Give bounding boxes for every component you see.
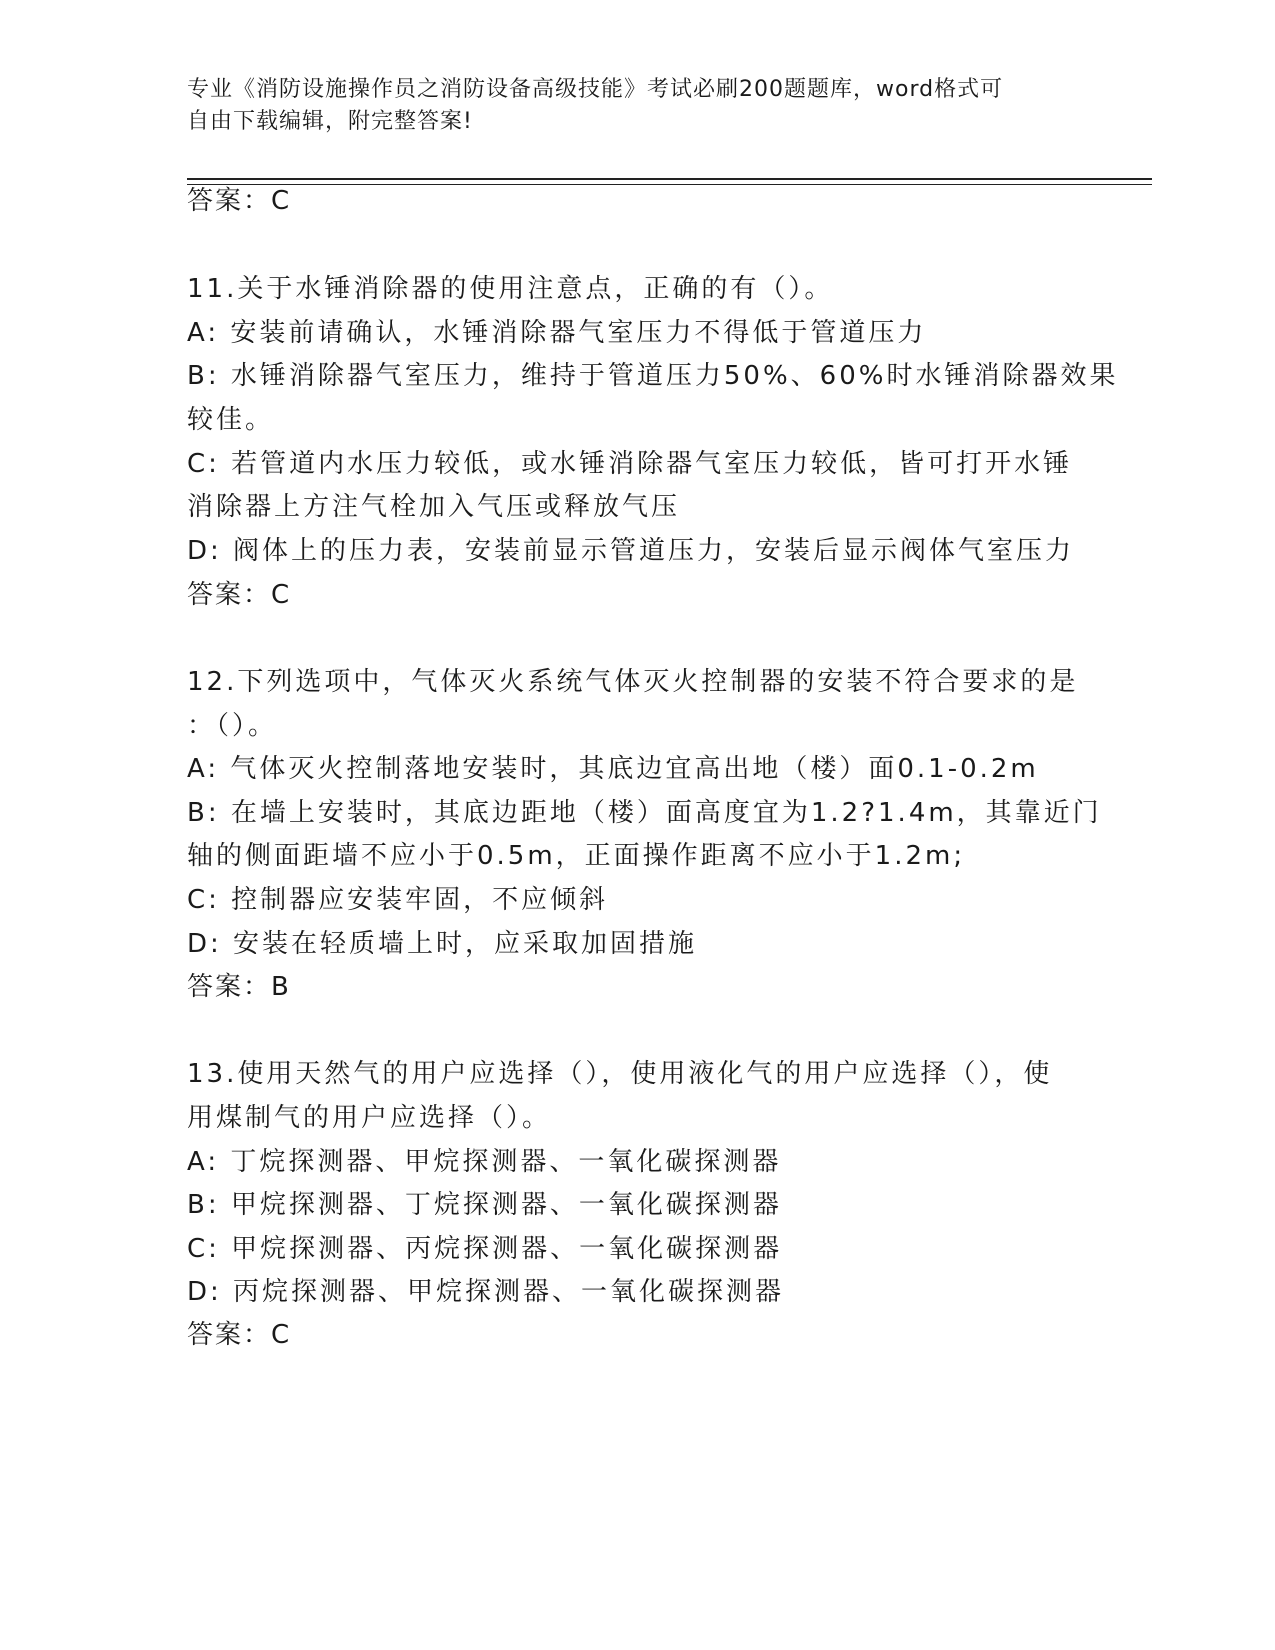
question-11-option-c: C: 若管道内水压力较低，或水锤消除器气室压力较低，皆可打开水锤 (187, 449, 1073, 479)
question-12-option-a: A: 气体灭火控制落地安装时，其底边宜高出地（楼）面0.1-0.2m (187, 754, 1039, 784)
question-13-option-c: C: 甲烷探测器、丙烷探测器、一氧化碳探测器 (187, 1234, 783, 1264)
question-13-option-d: D: 丙烷探测器、甲烷探测器、一氧化碳探测器 (187, 1277, 785, 1307)
question-11-option-b: B: 水锤消除器气室压力，维持于管道压力50%、60%时水锤消除器效果 (187, 361, 1119, 391)
question-11-option-d: D: 阀体上的压力表，安装前显示管道压力，安装后显示阀体气室压力 (187, 536, 1075, 566)
question-13-stem: 13.使用天然气的用户应选择（），使用液化气的用户应选择（），使 (187, 1059, 1053, 1089)
header-divider-thin (187, 184, 1152, 185)
question-13-option-a: A: 丁烷探测器、甲烷探测器、一氧化碳探测器 (187, 1147, 782, 1177)
question-13-option-b: B: 甲烷探测器、丁烷探测器、一氧化碳探测器 (187, 1190, 782, 1220)
question-12-stem: 12.下列选项中，气体灭火系统气体灭火控制器的安装不符合要求的是 (187, 667, 1079, 697)
question-11-answer: 答案：C (187, 580, 292, 610)
header-line-2: 自由下载编辑，附完整答案! (187, 109, 473, 134)
header-divider (187, 178, 1152, 180)
header-line-1: 专业《消防设施操作员之消防设备高级技能》考试必刷200题题库，word格式可 (187, 77, 1004, 102)
question-11-option-c-cont: 消除器上方注气栓加入气压或释放气压 (187, 492, 681, 522)
answer-line: 答案：C (187, 186, 292, 216)
question-13-answer: 答案：C (187, 1320, 292, 1350)
question-11-option-a: A: 安装前请确认，水锤消除器气室压力不得低于管道压力 (187, 318, 927, 348)
question-13-stem-cont: 用煤制气的用户应选择（）。 (187, 1103, 552, 1133)
question-12-option-c: C: 控制器应安装牢固，不应倾斜 (187, 885, 609, 915)
question-12-stem-cont: ：（）。 (187, 711, 278, 741)
question-11-stem: 11.关于水锤消除器的使用注意点，正确的有（）。 (187, 274, 834, 304)
question-11-option-b-cont: 较佳。 (187, 405, 275, 435)
question-12-answer: 答案：B (187, 972, 291, 1002)
question-12-option-d: D: 安装在轻质墙上时，应采取加固措施 (187, 929, 698, 959)
question-12-option-b: B: 在墙上安装时，其底边距地（楼）面高度宜为1.2?1.4m，其靠近门 (187, 798, 1102, 828)
page-header (187, 74, 1067, 138)
question-12-option-b-cont: 轴的侧面距墙不应小于0.5m，正面操作距离不应小于1.2m; (187, 841, 966, 871)
